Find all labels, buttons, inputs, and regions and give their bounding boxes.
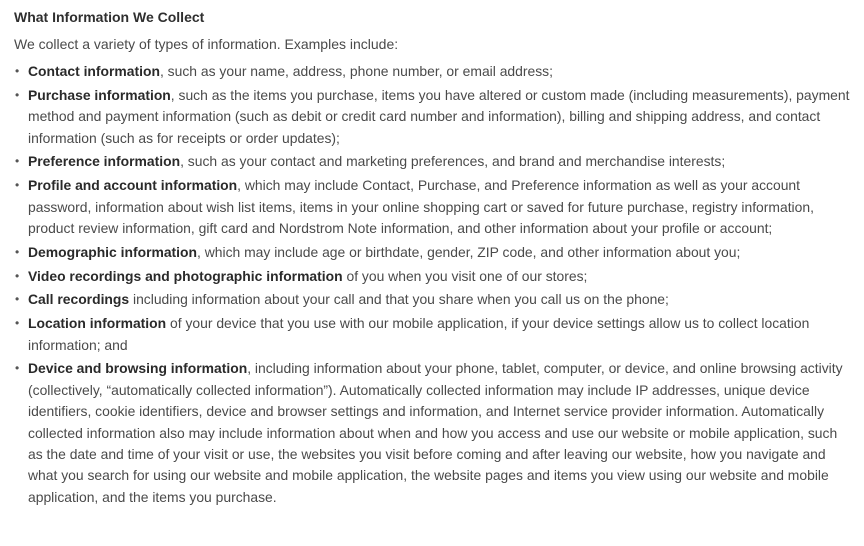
- list-item-device-browsing: [14, 358, 854, 508]
- list-item-location: [14, 313, 854, 356]
- list-item-video-photo: [14, 266, 854, 287]
- bullet-icon: •: [15, 244, 20, 259]
- list-item-preference: [14, 151, 854, 172]
- information-list: [14, 61, 854, 508]
- item-term: Video recordings and photographic information: [28, 267, 343, 284]
- item-text: , including information about your phone, tablet, computer, or device, and online browsing activity (collectively, “automatically collected information”). Automatically collected information may include IP addresses, unique device identifiers, cookie identifiers, device and browser settings and information, and Internet service provider information. Automatically collected information also may include information about when and how you access and use our website or mobile application, such as the date and time of your visit or use, the websites you visit before coming and after leaving our website, how you navigate and what you search for using our website and mobile application, the website pages and items you view using our website and mobile application, and the items you purchase.: [28, 360, 843, 505]
- item-text: of you when you visit one of our stores;: [342, 267, 588, 284]
- list-item-demographic: [14, 242, 854, 263]
- bullet-icon: •: [15, 292, 20, 307]
- item-term: Profile and account information: [28, 177, 238, 194]
- section-intro: We collect a variety of types of information. Examples include:: [14, 36, 399, 52]
- list-item-contact: [14, 61, 854, 82]
- bullet-icon: •: [15, 87, 20, 102]
- item-text: , which may include age or birthdate, gender, ZIP code, and other information about you;: [197, 243, 741, 260]
- item-text: , which may include Contact, Purchase, and Preference information as well as your account password, information about wish list items, items in your online shopping cart or saved for future purchase, registry information, product review information, gift card and Nordstrom Note information, and other information about your profile or account;: [28, 177, 814, 237]
- item-term: Call recordings: [28, 291, 130, 308]
- bullet-icon: •: [15, 268, 20, 283]
- item-term: Demographic information: [28, 243, 198, 260]
- bullet-icon: •: [15, 64, 20, 78]
- item-term: Location information: [28, 315, 167, 332]
- item-term: Preference information: [28, 153, 181, 170]
- item-term: Purchase information: [28, 86, 171, 103]
- item-text: , such as your contact and marketing preferences, and brand and merchandise interests;: [180, 153, 726, 170]
- item-text: , such as the items you purchase, items you have altered or custom made (including measurements), payment method and payment information (such as debit or credit card number and information), billing and shipping address, and contact information (such as for receipts or order updates);: [28, 86, 850, 146]
- bullet-icon: •: [15, 154, 20, 169]
- section-title: What Information We Collect: [14, 9, 205, 25]
- list-item-profile-account: [14, 175, 854, 239]
- item-text: , such as your name, address, phone number, or email address;: [159, 63, 553, 79]
- item-text: of your device that you use with our mobile application, if your device settings allow us to collect location information; and: [28, 315, 810, 353]
- list-item-purchase: [14, 85, 854, 149]
- list-item-call-recordings: [14, 289, 854, 310]
- item-text: including information about your call and that you share when you call us on the phone;: [129, 291, 669, 308]
- bullet-icon: •: [15, 361, 20, 376]
- item-term: Contact information: [28, 63, 160, 79]
- bullet-icon: •: [15, 178, 20, 193]
- item-term: Device and browsing information: [28, 360, 248, 377]
- bullet-icon: •: [15, 316, 20, 331]
